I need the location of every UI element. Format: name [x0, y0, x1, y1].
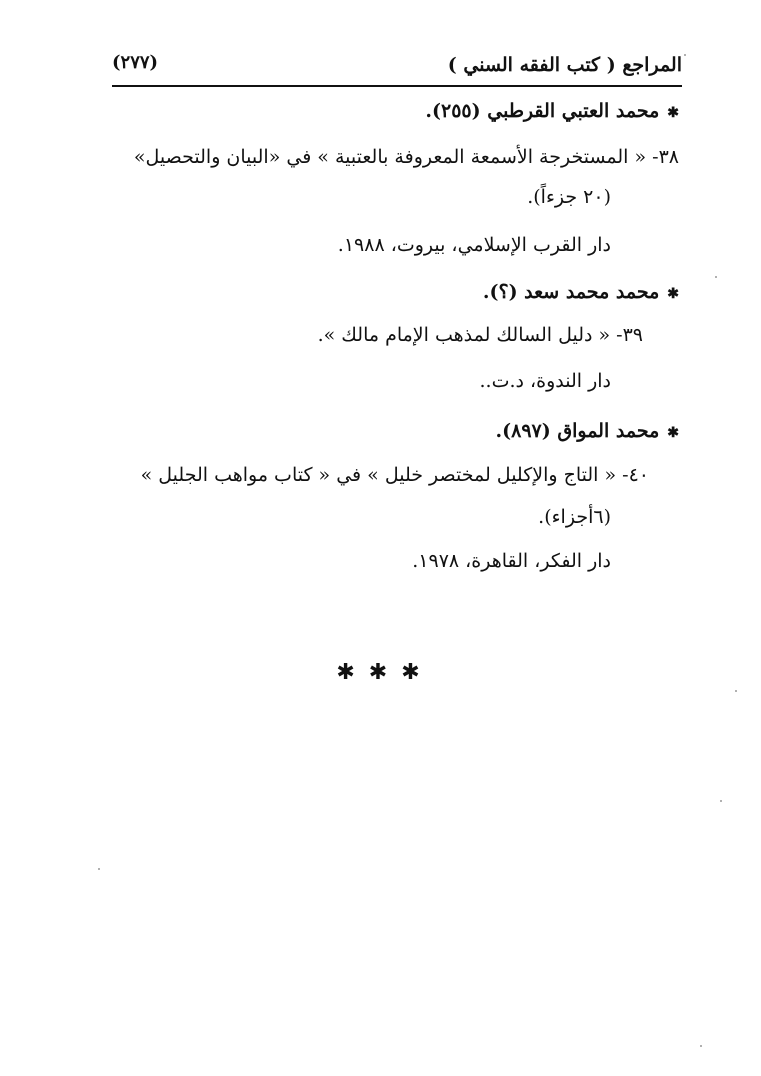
asterisk-icon: ✱	[667, 286, 679, 302]
asterisk-icon: ✱	[667, 425, 679, 441]
reference-line: (٦أجزاء).	[538, 506, 611, 528]
running-title: المراجع ( كتب الفقه السني )	[447, 54, 682, 76]
author-line	[483, 281, 679, 303]
reference-line: (٢٠ جزءاً).	[527, 186, 611, 208]
reference-line: ٤٠- « التاج والإكليل لمختصر خليل » في « كتاب مواهب الجليل »	[140, 464, 649, 486]
author-line	[425, 100, 679, 122]
publisher-line: دار الندوة، د.ت..	[479, 370, 611, 392]
scan-speck	[98, 868, 100, 870]
author-line	[496, 420, 679, 442]
asterisk-icon: ✱	[667, 105, 679, 121]
author-name: محمد محمد سعد (؟).	[482, 281, 660, 303]
scan-speck	[715, 276, 717, 278]
publisher-line: دار القرب الإسلامي، بيروت، ١٩٨٨.	[337, 234, 611, 256]
scan-speck	[700, 1045, 702, 1047]
scan-speck	[720, 800, 722, 802]
reference-line: ٣٨- « المستخرجة الأسمعة المعروفة بالعتبية » في «البيان والتحصيل»	[133, 146, 679, 168]
page-header	[112, 50, 682, 84]
header-rule	[112, 85, 682, 87]
page-number: (٢٧٧)	[112, 52, 159, 73]
author-name: محمد العتبي القرطبي (٢٥٥).	[425, 100, 660, 122]
scan-speck	[684, 54, 686, 56]
author-name: محمد المواق (٨٩٧).	[495, 420, 660, 442]
reference-line: ٣٩- « دليل السالك لمذهب الإمام مالك ».	[317, 324, 643, 346]
publisher-line: دار الفكر، القاهرة، ١٩٧٨.	[412, 550, 611, 572]
section-end-ornament: ✱✱✱	[336, 660, 434, 685]
scan-speck	[735, 690, 737, 692]
